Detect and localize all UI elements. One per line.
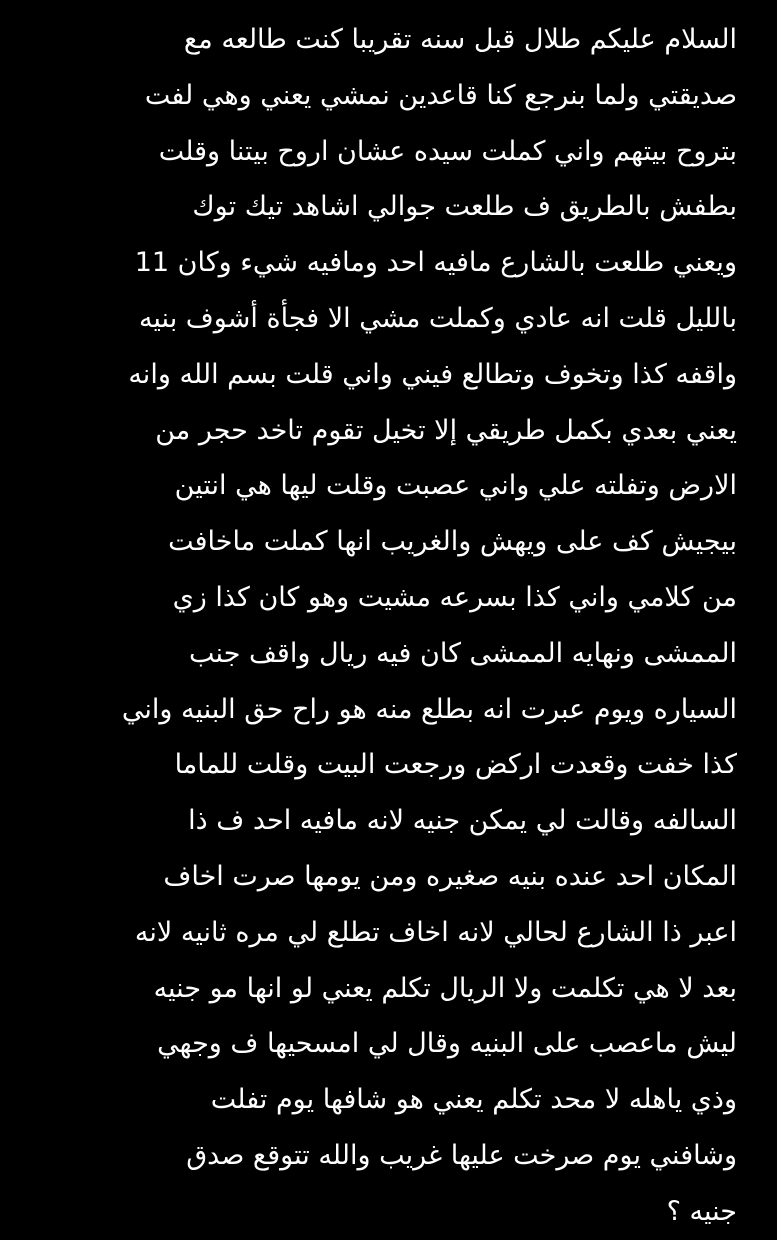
note-line: ليش ماعصب على البنيه وقال لي امسحيها ف وجهي (157, 1028, 737, 1060)
note-text (37, 12, 737, 1240)
note-line: السياره ويوم عبرت انه بطلع منه هو راح حق البنيه واني (121, 693, 737, 725)
note-line: واقفه كذا وتخوف وتطالع فيني واني قلت بسم الله وانه (128, 358, 737, 390)
note-line: السلام عليكم طلال قبل سنه تقريبا كنت طالعه مع (183, 24, 737, 55)
note-line: بتروح بيتهم واني كملت سيده عشان اروح بيتنا وقلت (158, 135, 737, 167)
note-line: يعني بعدي بكمل طريقي إلا تخيل تقوم تاخد حجر من (155, 414, 737, 446)
note-line: جنيه ؟ (666, 1195, 737, 1227)
note-line: ويعني طلعت بالشارع مافيه احد ومافيه شيء وكان 11 (134, 247, 737, 279)
note-line: اعبر ذا الشارع لحالي لانه اخاف تطلع لي مره ثانيه لانه (134, 916, 737, 948)
note-line: الارض وتفلته علي واني عصبت وقلت ليها هي انتين (174, 470, 737, 502)
note-line: بيجيش كف على ويهش والغريب انها كملت ماخافت (168, 526, 737, 558)
note-line: وشافني يوم صرخت عليها غريب والله تتوقع صدق (186, 1139, 737, 1171)
note-line: الممشى ونهايه الممشى كان فيه ريال واقف جنب (189, 637, 737, 669)
note-line: بعد لا هي تكلمت ولا الريال تكلم يعني لو انها مو جنيه (153, 972, 737, 1004)
note-line: كذا خفت وقعدت اركض ورجعت البيت وقلت للماما (174, 749, 737, 781)
note-line: بالليل قلت انه عادي وكملت مشي الا فجأة أشوف بنيه (138, 302, 737, 334)
note-line: صديقتي ولما بنرجع كنا قاعدين نمشي يعني وهي لفت (144, 79, 737, 111)
note-line: المكان احد عنده بنيه صغيره ومن يومها صرت اخاف (163, 860, 737, 892)
note-line: من كلامي واني كذا بسرعه مشيت وهو كان كذا زي (172, 581, 737, 613)
note-line: بطفش بالطريق ف طلعت جوالي اشاهد تيك توك (192, 191, 737, 223)
note-line: السالفه وقالت لي يمكن جنيه لانه مافيه احد ف ذا (188, 805, 737, 837)
note-line: وذي ياهله لا محد تكلم يعني هو شافها يوم تفلت (210, 1084, 737, 1116)
